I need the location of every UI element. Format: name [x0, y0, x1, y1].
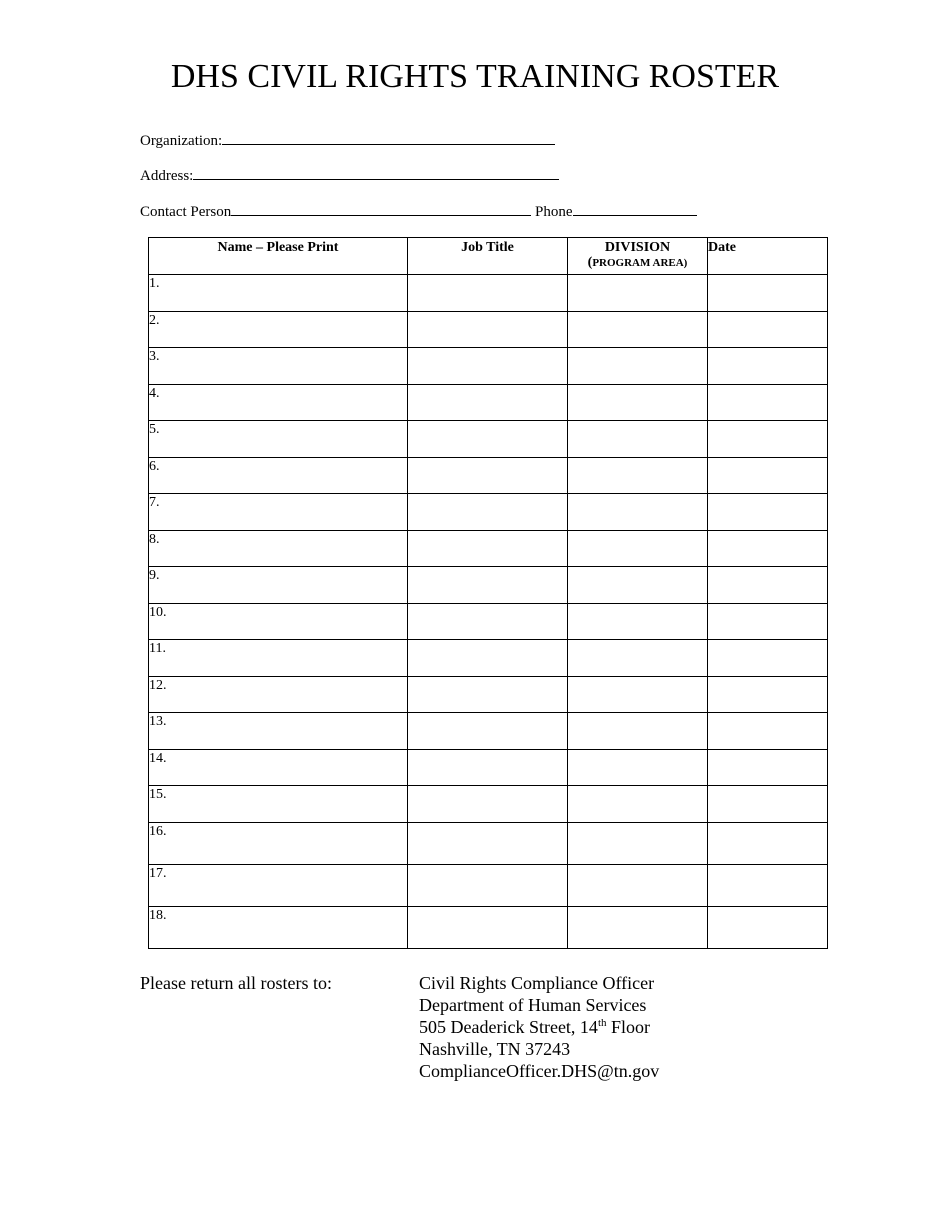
table-row — [149, 457, 828, 494]
division-cell[interactable] — [568, 603, 708, 640]
address-line-3: 505 Deaderick Street, 14th Floor — [419, 1017, 651, 1037]
email-address[interactable]: ComplianceOfficer.DHS@tn.gov — [419, 1061, 660, 1081]
division-cell[interactable] — [568, 906, 708, 948]
table-row — [149, 906, 828, 948]
date-cell[interactable] — [708, 749, 828, 786]
phone-line[interactable] — [573, 201, 697, 216]
name-cell[interactable]: 13. — [149, 713, 408, 750]
name-cell[interactable]: 12. — [149, 676, 408, 713]
date-cell[interactable] — [708, 786, 828, 823]
header-date: Date — [708, 238, 828, 275]
header-division-sub: (PROGRAM AREA) — [587, 255, 688, 270]
job-title-cell[interactable] — [408, 457, 568, 494]
date-cell[interactable] — [708, 348, 828, 385]
name-cell[interactable]: 10. — [149, 603, 408, 640]
division-cell[interactable] — [568, 640, 708, 677]
date-cell[interactable] — [708, 530, 828, 567]
return-address — [419, 972, 659, 1082]
date-cell[interactable] — [708, 457, 828, 494]
job-title-cell[interactable] — [408, 494, 568, 531]
name-cell[interactable]: 18. — [149, 906, 408, 948]
address-label: Address: — [140, 168, 194, 184]
name-cell[interactable]: 15. — [149, 786, 408, 823]
name-cell[interactable]: 16. — [149, 822, 408, 864]
job-title-cell[interactable] — [408, 530, 568, 567]
table-row — [149, 640, 828, 677]
roster-table — [148, 237, 828, 949]
header-division-label: DIVISION — [604, 240, 671, 255]
job-title-cell[interactable] — [408, 311, 568, 348]
division-cell[interactable] — [568, 786, 708, 823]
name-cell[interactable]: 14. — [149, 749, 408, 786]
table-row — [149, 494, 828, 531]
job-title-cell[interactable] — [408, 786, 568, 823]
job-title-cell[interactable] — [408, 749, 568, 786]
contact-phone-field — [140, 201, 697, 222]
job-title-cell[interactable] — [408, 640, 568, 677]
division-cell[interactable] — [568, 348, 708, 385]
date-cell[interactable] — [708, 906, 828, 948]
header-job-title: Job Title — [408, 238, 568, 275]
job-title-cell[interactable] — [408, 713, 568, 750]
table-row — [149, 822, 828, 864]
job-title-cell[interactable] — [408, 864, 568, 906]
table-row — [149, 384, 828, 421]
table-row — [149, 603, 828, 640]
date-cell[interactable] — [708, 311, 828, 348]
date-cell[interactable] — [708, 567, 828, 604]
date-cell[interactable] — [708, 822, 828, 864]
division-cell[interactable] — [568, 494, 708, 531]
table-row — [149, 421, 828, 458]
date-cell[interactable] — [708, 421, 828, 458]
name-cell[interactable]: 3. — [149, 348, 408, 385]
date-cell[interactable] — [708, 275, 828, 312]
date-cell[interactable] — [708, 494, 828, 531]
division-cell[interactable] — [568, 530, 708, 567]
table-row — [149, 749, 828, 786]
name-cell[interactable]: 7. — [149, 494, 408, 531]
job-title-cell[interactable] — [408, 384, 568, 421]
contact-person-label: Contact Person — [140, 204, 232, 220]
division-cell[interactable] — [568, 384, 708, 421]
table-row — [149, 530, 828, 567]
division-cell[interactable] — [568, 749, 708, 786]
name-cell[interactable]: 5. — [149, 421, 408, 458]
job-title-cell[interactable] — [408, 421, 568, 458]
division-cell[interactable] — [568, 567, 708, 604]
table-row — [149, 348, 828, 385]
page-title: DHS CIVIL RIGHTS TRAINING ROSTER — [170, 58, 780, 95]
job-title-cell[interactable] — [408, 676, 568, 713]
name-cell[interactable]: 8. — [149, 530, 408, 567]
phone-label: Phone — [535, 204, 573, 220]
table-row — [149, 676, 828, 713]
division-cell[interactable] — [568, 676, 708, 713]
job-title-cell[interactable] — [408, 567, 568, 604]
date-cell[interactable] — [708, 864, 828, 906]
division-cell[interactable] — [568, 275, 708, 312]
division-cell[interactable] — [568, 713, 708, 750]
organization-line[interactable] — [222, 130, 555, 145]
name-cell[interactable]: 17. — [149, 864, 408, 906]
date-cell[interactable] — [708, 713, 828, 750]
job-title-cell[interactable] — [408, 603, 568, 640]
header-division — [568, 238, 708, 275]
organization-field — [140, 130, 555, 151]
name-cell[interactable]: 2. — [149, 311, 408, 348]
division-cell[interactable] — [568, 421, 708, 458]
header-name: Name – Please Print — [149, 238, 408, 275]
name-cell[interactable]: 4. — [149, 384, 408, 421]
division-cell[interactable] — [568, 457, 708, 494]
table-row — [149, 713, 828, 750]
name-cell[interactable]: 6. — [149, 457, 408, 494]
address-line-2: Department of Human Services — [419, 995, 647, 1015]
contact-person-line[interactable] — [231, 201, 531, 216]
table-row — [149, 275, 828, 312]
return-label: Please return all rosters to: — [140, 973, 332, 993]
address-line-1: Civil Rights Compliance Officer — [419, 973, 655, 993]
division-cell[interactable] — [568, 864, 708, 906]
name-cell[interactable]: 1. — [149, 275, 408, 312]
date-cell[interactable] — [708, 603, 828, 640]
organization-label: Organization: — [140, 133, 223, 149]
division-cell[interactable] — [568, 311, 708, 348]
date-cell[interactable] — [708, 640, 828, 677]
name-cell[interactable]: 9. — [149, 567, 408, 604]
table-row — [149, 311, 828, 348]
job-title-cell[interactable] — [408, 906, 568, 948]
name-cell[interactable]: 11. — [149, 640, 408, 677]
table-row — [149, 786, 828, 823]
address-line[interactable] — [193, 165, 559, 180]
job-title-cell[interactable] — [408, 275, 568, 312]
date-cell[interactable] — [708, 676, 828, 713]
date-cell[interactable] — [708, 384, 828, 421]
roster-body — [149, 275, 828, 949]
table-row — [149, 864, 828, 906]
table-row — [149, 567, 828, 604]
division-cell[interactable] — [568, 822, 708, 864]
address-line-4: Nashville, TN 37243 — [419, 1039, 571, 1059]
address-field — [140, 165, 559, 186]
job-title-cell[interactable] — [408, 348, 568, 385]
job-title-cell[interactable] — [408, 822, 568, 864]
